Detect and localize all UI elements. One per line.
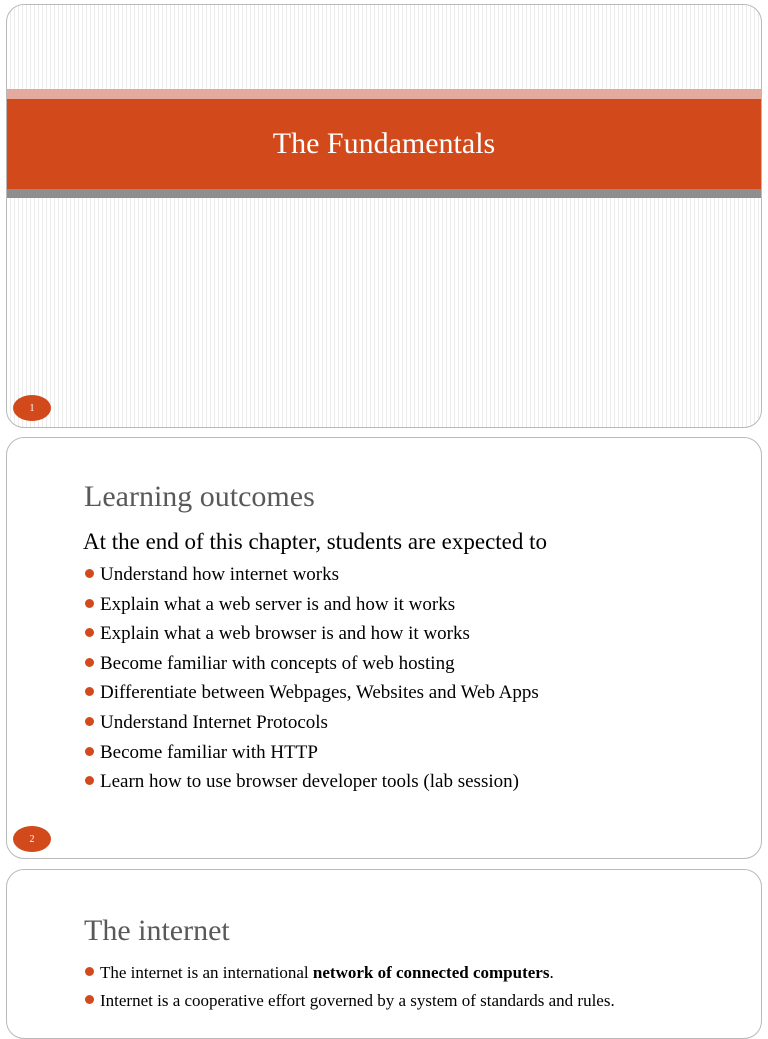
bullet-dot-icon	[85, 628, 94, 637]
page-number-badge: 1	[13, 395, 51, 421]
bullet-text: Learn how to use browser developer tools (lab session)	[100, 771, 519, 793]
list-item	[83, 680, 539, 710]
bullet-text: Understand Internet Protocols	[100, 711, 328, 733]
slide-title: The Fundamentals	[272, 127, 496, 160]
bullet-text-end: .	[549, 963, 554, 982]
slide-heading: The internet	[84, 914, 230, 947]
page-number-badge: 2	[13, 826, 51, 852]
bullet-text: Become familiar with concepts of web hosting	[100, 652, 455, 674]
bullet-text: Explain what a web server is and how it works	[100, 593, 456, 615]
title-band	[7, 99, 761, 189]
list-item	[83, 740, 539, 770]
bullet-dot-icon	[85, 776, 94, 785]
bullet-text-start: The internet is an international	[100, 963, 313, 982]
title-band-shadow-stripe	[7, 189, 761, 198]
list-item	[83, 710, 539, 740]
bullet-text-emphasis: network of connected computers	[312, 963, 550, 982]
bullet-dot-icon	[85, 747, 94, 756]
bullet-text: Internet is a cooperative effort governed by a system of standards and rules.	[100, 991, 615, 1010]
bullet-dot-icon	[85, 967, 94, 976]
bullet-text: Understand how internet works	[100, 564, 340, 585]
bullet-dot-icon	[85, 995, 94, 1004]
slide-heading: Learning outcomes	[84, 480, 315, 513]
slide-3	[6, 869, 762, 1039]
bullet-dot-icon	[85, 658, 94, 667]
bullet-text: Explain what a web browser is and how it works	[100, 623, 470, 645]
bullet-list	[83, 562, 539, 799]
bullet-dot-icon	[85, 687, 94, 696]
bullet-dot-icon	[85, 717, 94, 726]
list-item	[83, 562, 539, 592]
slide-1	[6, 4, 762, 428]
list-item	[83, 592, 539, 622]
bullet-text: Become familiar with HTTP	[100, 741, 318, 763]
slide-lead-text: At the end of this chapter, students are expected to	[83, 529, 548, 554]
list-item	[83, 621, 539, 651]
bullet-dot-icon	[85, 599, 94, 608]
title-band-top-stripe	[7, 89, 761, 99]
bullet-dot-icon	[85, 569, 94, 578]
list-item	[83, 651, 539, 681]
bullet-text: Differentiate between Webpages, Websites and Web Apps	[100, 682, 539, 704]
list-item	[83, 769, 539, 799]
slide-2	[6, 437, 762, 859]
list-item	[83, 988, 615, 1016]
list-item	[83, 960, 615, 988]
bullet-list	[83, 960, 615, 1016]
